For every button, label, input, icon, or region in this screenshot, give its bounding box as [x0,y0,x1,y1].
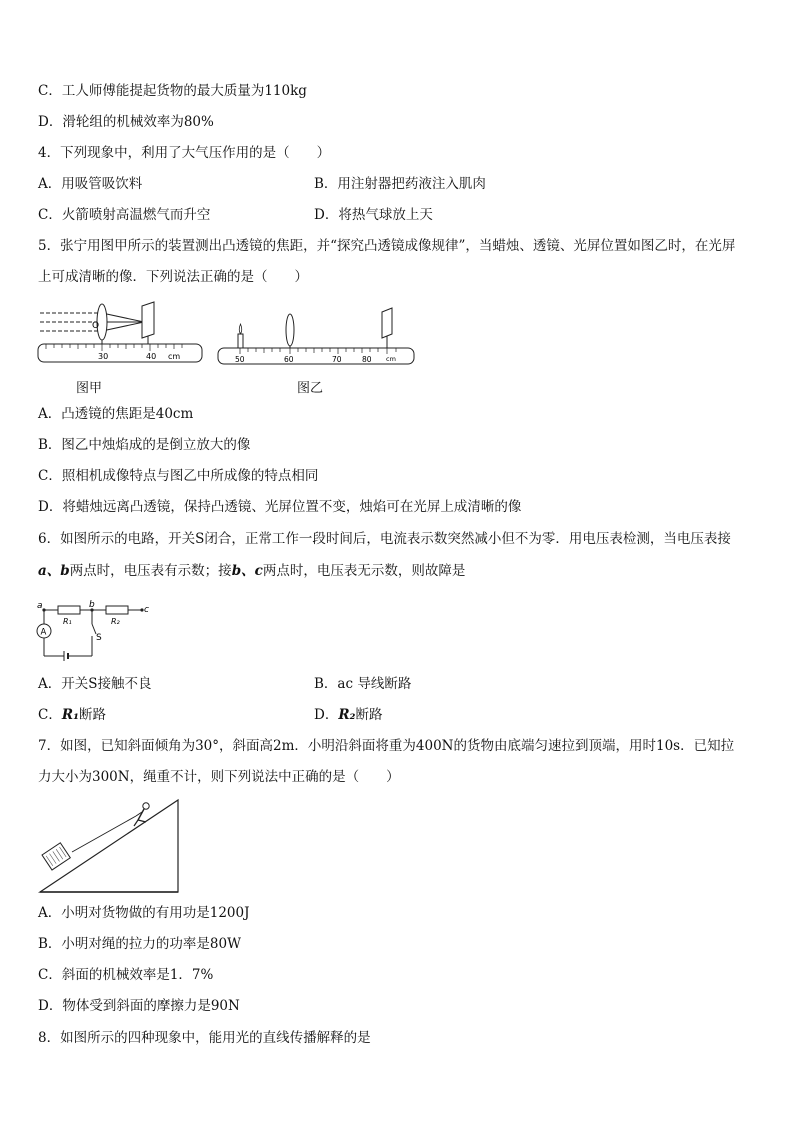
q6-option-c-suffix: 断路 [78,707,106,723]
resistor-r2-var: R₂ [338,707,356,723]
figure-b-optical-bench [216,304,416,368]
q3-option-d: D．滑轮组的机械效率为80% [38,114,214,130]
resistor-r1-var: R₁ [61,707,79,723]
circuit-point-c: c [144,605,149,615]
q7-stem-line1: 7．如图，已知斜面倾角为30°，斜面高2m．小明沿斜面将重为400N的货物由底端匀速拉到顶端，用时10s．已知拉 [38,738,735,754]
tick-label-30: 30 [98,352,109,361]
q4-option-d: D．将热气球放上天 [314,207,433,223]
q6-option-a: A．开关S接触不良 [38,676,152,692]
q4-stem: 4．下列现象中，利用了大气压作用的是（ ） [38,145,331,161]
tick-label-70: 70 [332,355,342,364]
circuit-point-a: a [37,601,43,611]
ammeter-label: A [40,627,47,638]
tick-label-80: 80 [362,355,372,364]
q6-stem-part2: 两点时，电压表无示数，则故障是 [262,563,466,579]
unit-label-cm: cm [168,352,181,361]
q6-stem-line1: 6．如图所示的电路，开关S闭合，正常工作一段时间后，电流表示数突然减小但不为零．用电压表检测，当电压表接 [38,531,731,547]
tick-label-50: 50 [235,355,245,364]
q8-stem: 8．如图所示的四种现象中，能用光的直线传播解释的是 [38,1030,371,1046]
circuit-point-b: b [89,600,95,610]
q5-option-b: B．图乙中烛焰成的是倒立放大的像 [38,437,251,453]
q5-option-d: D．将蜡烛远离凸透镜，保持凸透镜、光屏位置不变，烛焰可在光屏上成清晰的像 [38,499,522,515]
resistor-r2-label: R₂ [111,617,120,626]
incline-figure [36,796,186,896]
circuit-diagram [36,598,152,664]
q7-option-a: A．小明对货物做的有用功是1200J [38,905,250,921]
q6-option-d [314,706,382,724]
lens-label: O [92,321,100,331]
q4-option-a: A．用吸管吸饮料 [38,176,143,192]
q6-option-c [38,706,106,724]
q6-stem-part1: 两点时，电压表有示数；接 [69,563,232,579]
q6-option-b: B．ac 导线断路 [314,676,412,692]
figure-a-caption: 图甲 [76,381,103,396]
q4-option-b: B．用注射器把药液注入肌肉 [314,176,486,192]
q3-option-c: C．工人师傅能提起货物的最大质量为110kg [38,83,307,99]
figure-a-lens-focal [36,300,206,366]
q7-option-b: B．小明对绳的拉力的功率是80W [38,936,241,952]
q6-option-c-prefix: C． [38,707,62,723]
point-pair-ab: a、b [38,563,70,579]
tick-label-40: 40 [146,352,157,361]
q5-stem-line1: 5．张宁用图甲所示的装置测出凸透镜的焦距，并“探究凸透镜成像规律”，当蜡烛、透镜、光屏位置如图乙时，在光屏 [38,238,736,254]
unit-label-cm-b: cm [386,355,396,363]
q4-option-c: C．火箭喷射高温燃气而升空 [38,207,211,223]
q5-stem-line2: 上可成清晰的像．下列说法正确的是（ ） [38,269,308,285]
q5-option-a: A．凸透镜的焦距是40cm [38,406,194,422]
switch-label: S [96,633,102,643]
q7-option-d: D．物体受到斜面的摩擦力是90N [38,998,240,1014]
point-pair-bc: b、c [231,563,263,579]
q6-option-d-prefix: D． [314,707,339,723]
resistor-r1-label: R₁ [63,617,72,626]
tick-label-60: 60 [284,355,294,364]
q6-option-d-suffix: 断路 [355,707,383,723]
q5-option-c: C．照相机成像特点与图乙中所成像的特点相同 [38,468,319,484]
q7-option-c: C．斜面的机械效率是1．7% [38,967,214,983]
q7-stem-line2: 力大小为300N，绳重不计，则下列说法中正确的是（ ） [38,769,400,785]
q6-stem-line2 [38,562,465,580]
figure-b-caption: 图乙 [297,381,324,396]
